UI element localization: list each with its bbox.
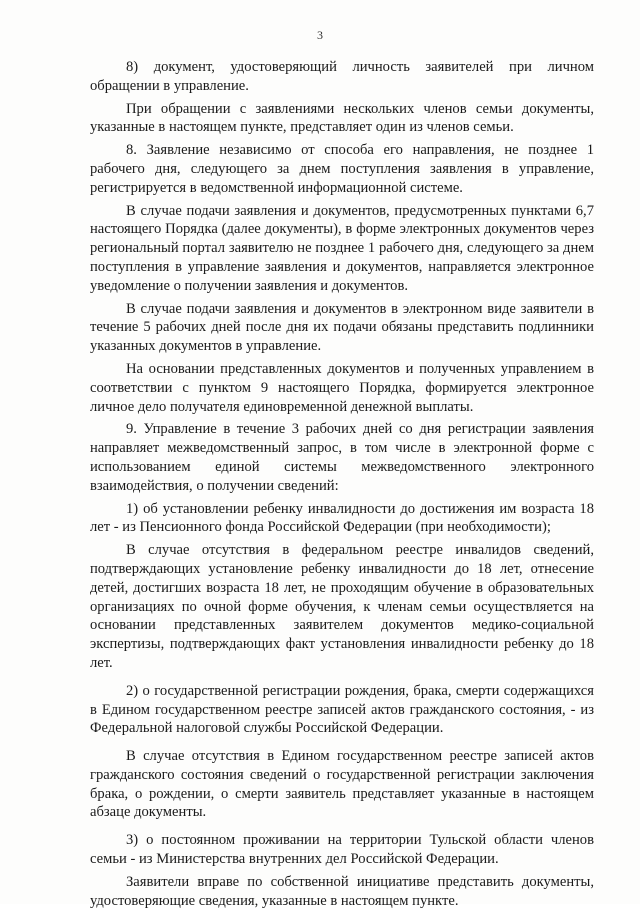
paragraph-disability-registry-absence: В случае отсутствия в федеральном реестре инвалидов сведений, подтверждающих установление ребенку инвалидности до 18 лет, отнесение детей, достигших возраста 18 лет, не проходящим обучение в образовательных организациях по очной форме обучения, к членам семьи осуществляется на основании представленных заявителем документов медико-социальной экспертизы, подтверждающих факт установления инвалидности ребенку до 18 лет.	[90, 542, 594, 671]
paragraph-section-8-registration: 8. Заявление независимо от способа его направления, не позднее 1 рабочего дня, следующего за днем поступления заявления в управление, регистрируется в ведомственной информационной системе.	[90, 142, 594, 196]
paragraph-electronic-notification: В случае подачи заявления и документов, предусмотренных пунктами 6,7 настоящего Порядка (далее документы), в форме электронных документов через региональный портал заявителю не позднее 1 рабочего дня, следующего за днем поступления в управление заявления и документов, направляется электронное уведомление о получении заявления и документов.	[90, 202, 594, 294]
paragraph-electronic-personal-file: На основании представленных документов и полученных управлением в соответствии с пунктом 9 настоящего Порядка, формируется электронное личное дело получателя единовременной денежной выплаты.	[90, 360, 594, 415]
paragraph-item-3-residence: 3) о постоянном проживании на территории Тульской области членов семьи - из Министерства внутренних дел Российской Федерации.	[90, 832, 594, 868]
document-body	[90, 58, 594, 910]
paragraph-section-9-interagency-request: 9. Управление в течение 3 рабочих дней со дня регистрации заявления направляет межведомственный запрос, в том числе в электронной форме с использованием единой системы межведомственного электронного взаимодействия, о получении сведений:	[90, 421, 594, 494]
paragraph-item-8-identity-document: 8) документ, удостоверяющий личность заявителей при личном обращении в управление.	[90, 59, 594, 94]
page-number: 3	[317, 28, 323, 42]
paragraph-own-initiative: Заявители вправе по собственной инициативе представить документы, удостоверяющие сведения, указанные в настоящем пункте.	[90, 873, 594, 909]
paragraph-item-2-civil-registration: 2) о государственной регистрации рождения, брака, смерти содержащихся в Едином государственном реестре записей актов гражданского состояния, - из Федеральной налоговой службы Российской Федерации.	[90, 682, 594, 737]
paragraph-originals-submission: В случае подачи заявления и документов в электронном виде заявители в течение 5 рабочих дней после дня их подачи обязаны представить подлинники указанных документов в управление.	[90, 300, 594, 355]
paragraph-item-1-disability: 1) об установлении ребенку инвалидности до достижения им возраста 18 лет - из Пенсионного фонда Российской Федерации (при необходимости);	[90, 500, 594, 536]
paragraph-civil-registry-absence: В случае отсутствия в Едином государственном реестре записей актов гражданского состояния сведений о государственной регистрации заключения брака, о рождении, о смерти заявитель представляет указанные в настоящем абзаце документы.	[90, 748, 594, 821]
paragraph-multiple-family-members: При обращении с заявлениями нескольких членов семьи документы, указанные в настоящем пункте, представляет один из членов семьи.	[90, 100, 594, 136]
